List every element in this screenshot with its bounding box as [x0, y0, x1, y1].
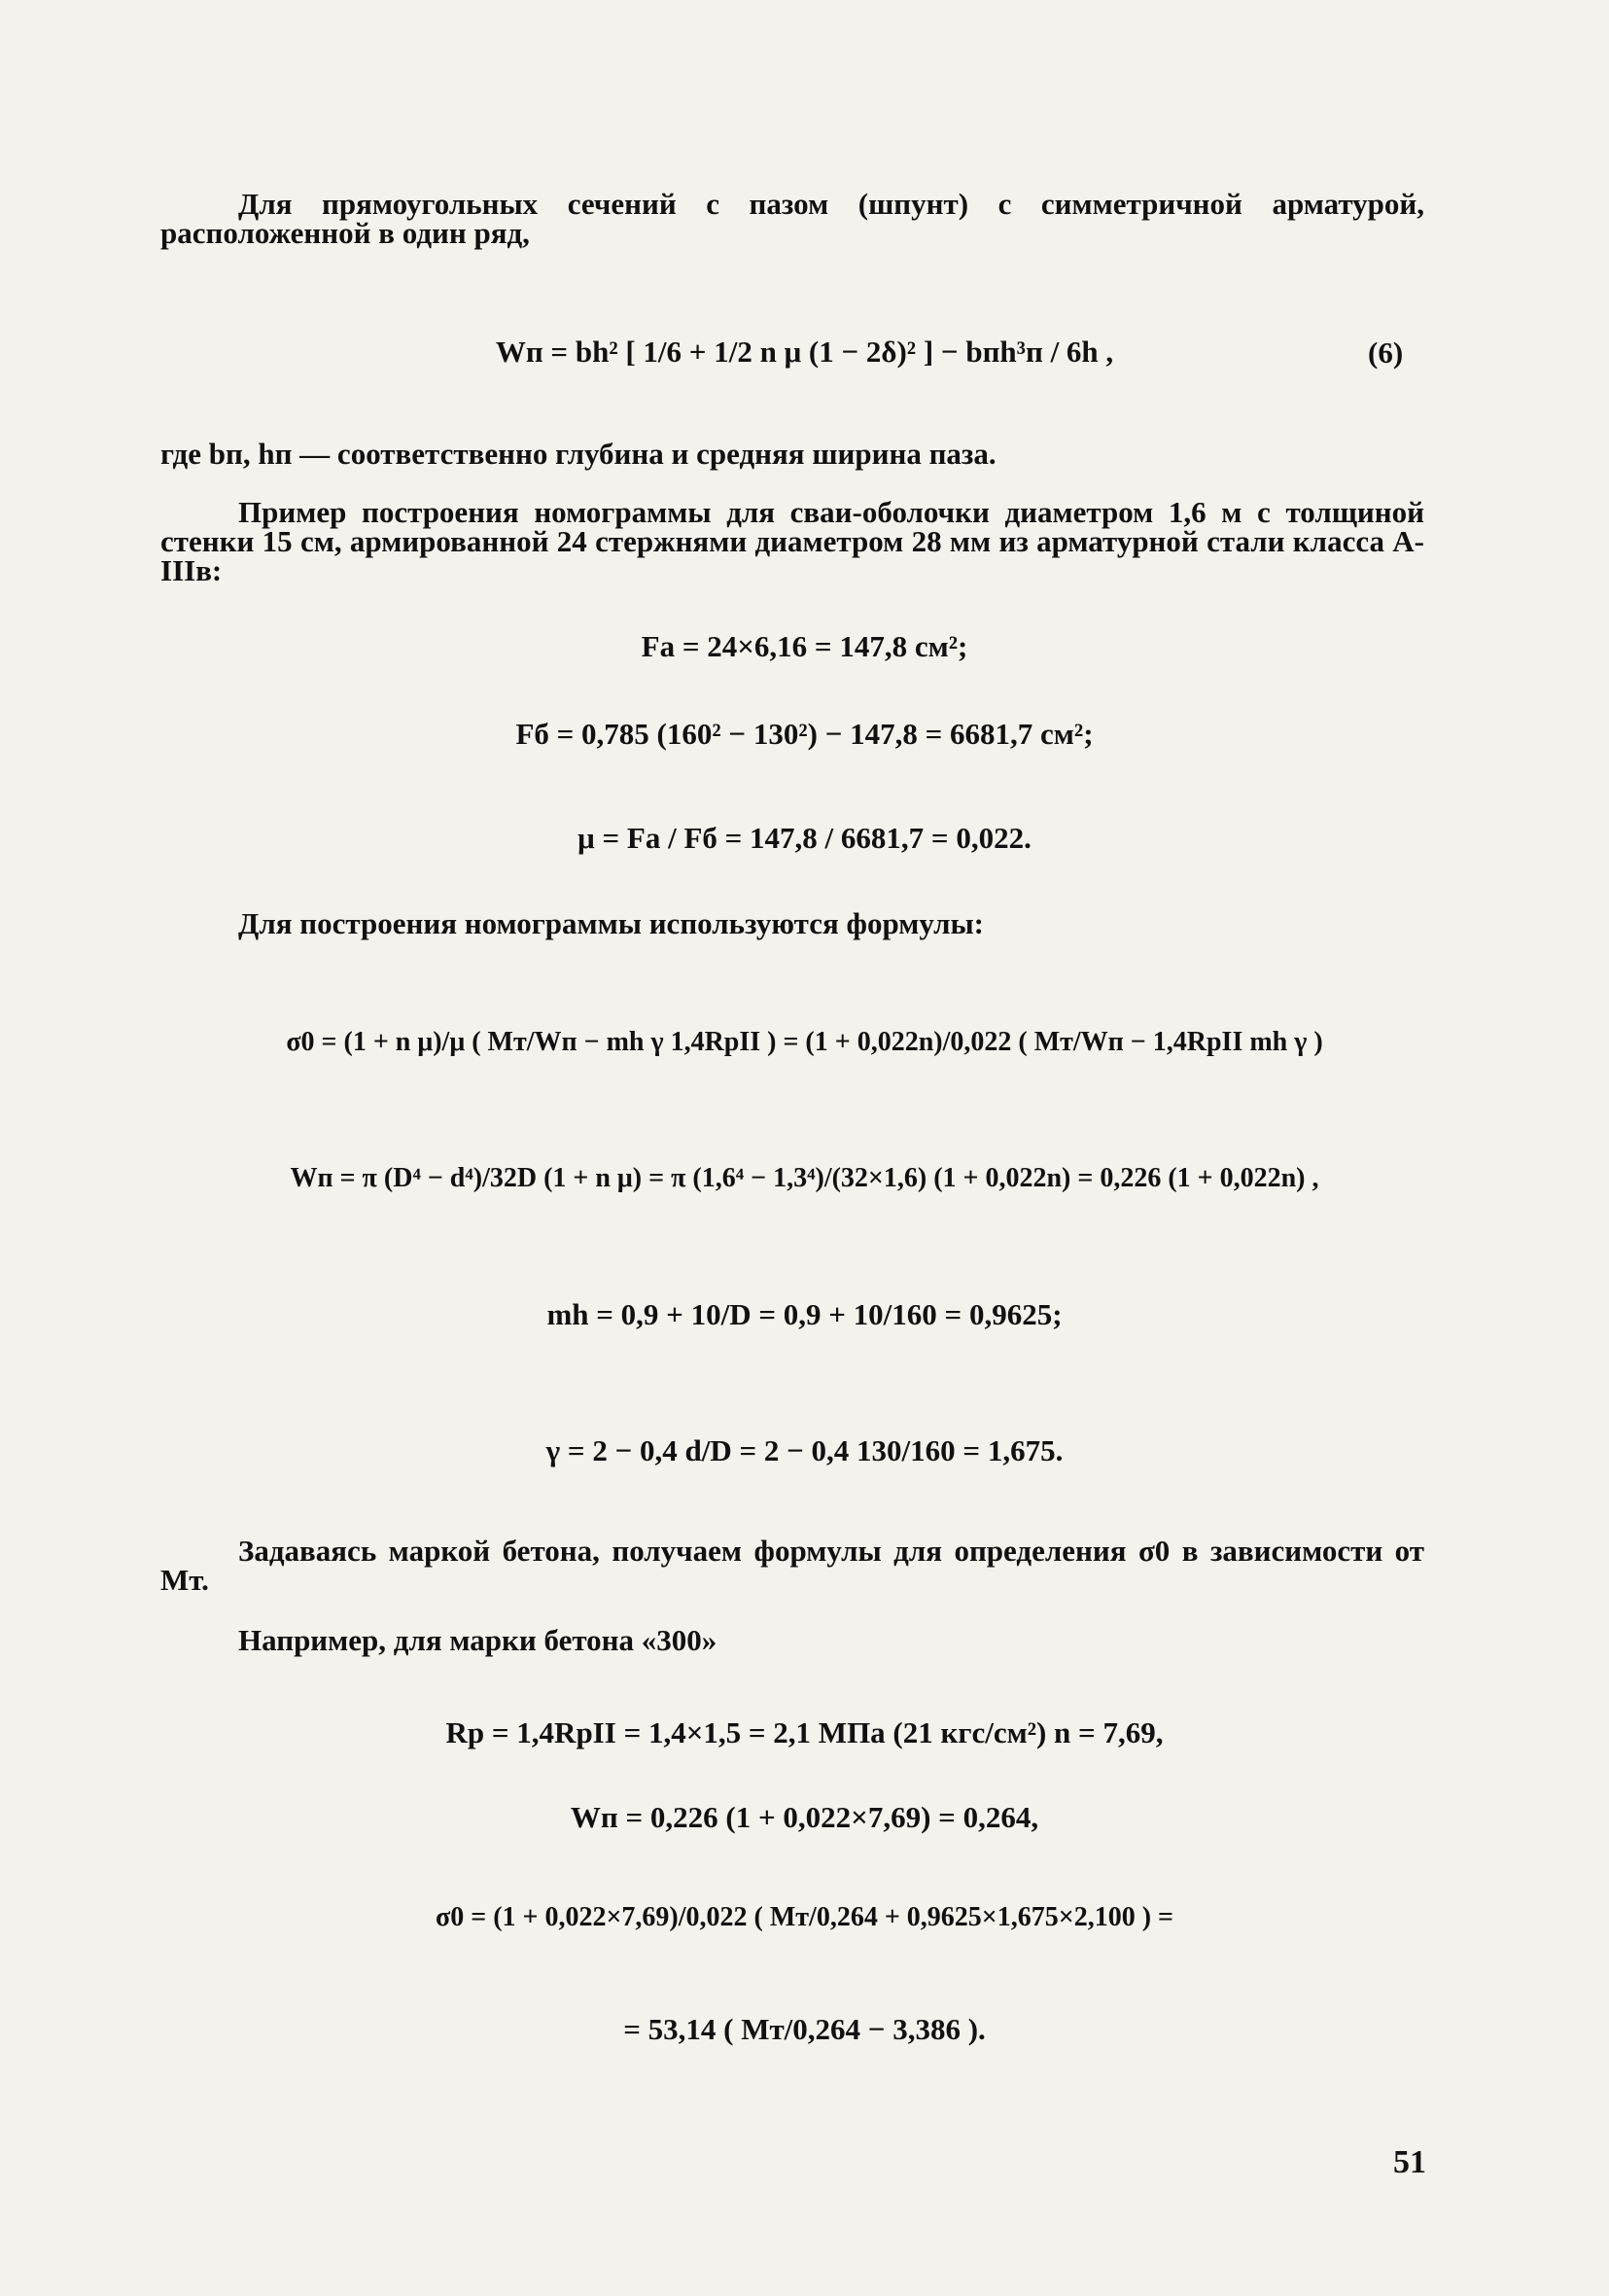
- formula-sigma0-result: = 53,14 ( Mт/0,264 − 3,386 ).: [623, 2012, 986, 2046]
- formula-fa: Fа = 24×6,16 = 147,8 см²;: [641, 629, 968, 663]
- example-paragraph: Пример построения номограммы для сваи-оболочки диаметром 1,6 м с толщиной стенки 15 см, армированной 24 стержнями диаметром 28 мм из арматурной стали класса А-IIIв:: [160, 495, 1424, 587]
- formula-fb: Fб = 0,785 (160² − 130²) − 147,8 = 6681,7 см²;: [515, 717, 1094, 751]
- formula-rp: Rр = 1,4RрII = 1,4×1,5 = 2,1 МПа (21 кгс/см²) n = 7,69,: [445, 1715, 1164, 1749]
- formula-sigma0: σ0 = (1 + n μ)/μ ( Mт/Wп − mh γ 1,4RрII ) = (1 + 0,022n)/0,022 ( Mт/Wп − 1,4RрII mh γ ): [286, 1027, 1323, 1057]
- formula-mu: μ = Fа / Fб = 147,8 / 6681,7 = 0,022.: [577, 821, 1032, 855]
- formula-wp-value: Wп = 0,226 (1 + 0,022×7,69) = 0,264,: [570, 1800, 1039, 1834]
- formula-sigma0-value: σ0 = (1 + 0,022×7,69)/0,022 ( Mт/0,264 + 0,9625×1,675×2,100 ) =: [436, 1902, 1173, 1932]
- example-300-paragraph: Например, для марки бетона «300»: [238, 1623, 717, 1657]
- formula-wp: Wп = bh² [ 1/6 + 1/2 n μ (1 − 2δ)² ] − bпh³п / 6h ,: [495, 335, 1114, 369]
- intro-paragraph: Для прямоугольных сечений с пазом (шпунт) с симметричной арматурой, расположенной в один ряд,: [160, 187, 1424, 250]
- given-paragraph: Задаваясь маркой бетона, получаем формулы для определения σ0 в зависимости от Mт.: [160, 1534, 1424, 1597]
- formula-gamma: γ = 2 − 0,4 d/D = 2 − 0,4 130/160 = 1,675.: [545, 1433, 1064, 1467]
- formulas-intro: Для построения номограммы используются формулы:: [238, 906, 985, 940]
- formula-mh: mh = 0,9 + 10/D = 0,9 + 10/160 = 0,9625;: [546, 1297, 1063, 1331]
- page-number: 51: [1393, 2144, 1426, 2180]
- formula-wp-derived: Wп = π (D⁴ − d⁴)/32D (1 + n μ) = π (1,6⁴ − 1,3⁴)/(32×1,6) (1 + 0,022n) = 0,226 (1 + 0,022n) ,: [290, 1163, 1319, 1193]
- equation-number: (6): [1368, 336, 1404, 370]
- where-clause: где bп, hп — соответственно глубина и средняя ширина паза.: [160, 437, 997, 471]
